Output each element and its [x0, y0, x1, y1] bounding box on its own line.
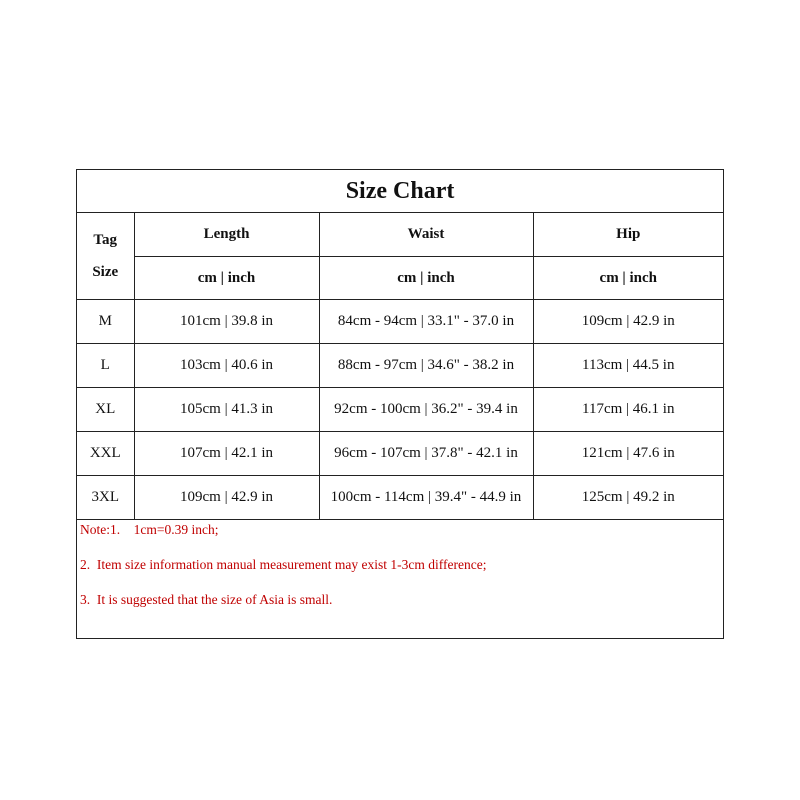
note-3: 3. It is suggested that the size of Asia is small. — [80, 592, 333, 607]
hip-cell: 125cm | 49.2 in — [533, 476, 723, 520]
size-table — [77, 170, 723, 520]
size-chart — [76, 169, 724, 639]
length-cell: 105cm | 41.3 in — [134, 388, 319, 432]
hip-cell: 117cm | 46.1 in — [533, 388, 723, 432]
table-row — [77, 432, 723, 476]
size-cell: M — [77, 300, 134, 344]
waist-unit: cm | inch — [319, 257, 533, 300]
waist-header: Waist — [319, 213, 533, 257]
header-row — [77, 213, 723, 257]
notes-section — [77, 518, 723, 623]
waist-cell: 84cm - 94cm | 33.1" - 37.0 in — [319, 300, 533, 344]
table-row — [77, 476, 723, 520]
tag-size-header — [77, 213, 134, 300]
hip-unit: cm | inch — [533, 257, 723, 300]
note-2: 2. Item size information manual measurement may exist 1-3cm difference; — [80, 557, 487, 572]
hip-header: Hip — [533, 213, 723, 257]
hip-cell: 121cm | 47.6 in — [533, 432, 723, 476]
hip-cell: 109cm | 42.9 in — [533, 300, 723, 344]
table-row — [77, 344, 723, 388]
waist-cell: 100cm - 114cm | 39.4" - 44.9 in — [319, 476, 533, 520]
length-cell: 101cm | 39.8 in — [134, 300, 319, 344]
waist-cell: 96cm - 107cm | 37.8" - 42.1 in — [319, 432, 533, 476]
length-unit: cm | inch — [134, 257, 319, 300]
size-cell: L — [77, 344, 134, 388]
tag-label: Tag — [93, 232, 118, 248]
hip-cell: 113cm | 44.5 in — [533, 344, 723, 388]
length-cell: 109cm | 42.9 in — [134, 476, 319, 520]
size-label: Size — [92, 264, 119, 280]
title-row — [77, 170, 723, 213]
size-cell: XXL — [77, 432, 134, 476]
note-1: Note:1. 1cm=0.39 inch; — [80, 522, 219, 537]
length-cell: 107cm | 42.1 in — [134, 432, 319, 476]
table-row — [77, 388, 723, 432]
length-header: Length — [134, 213, 319, 257]
unit-row — [77, 257, 723, 300]
length-cell: 103cm | 40.6 in — [134, 344, 319, 388]
waist-cell: 92cm - 100cm | 36.2" - 39.4 in — [319, 388, 533, 432]
size-cell: 3XL — [77, 476, 134, 520]
chart-title: Size Chart — [77, 170, 723, 213]
size-cell: XL — [77, 388, 134, 432]
table-row — [77, 300, 723, 344]
waist-cell: 88cm - 97cm | 34.6" - 38.2 in — [319, 344, 533, 388]
